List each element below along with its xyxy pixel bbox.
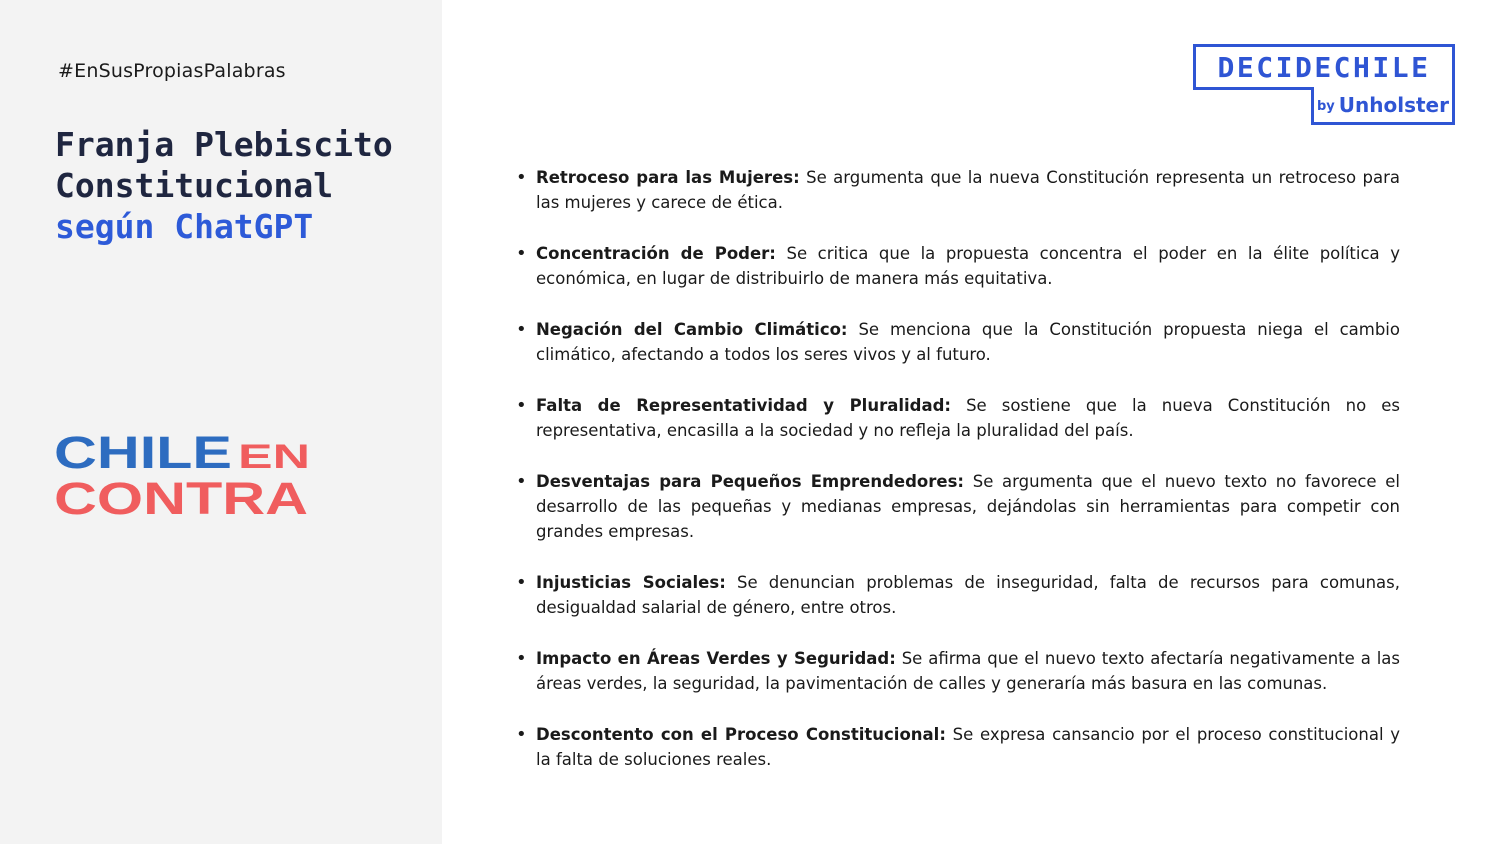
title-line-1: Franja Plebiscito	[55, 125, 393, 164]
list-item	[512, 317, 1400, 393]
bullet-icon: •	[516, 724, 527, 745]
item-term: Retroceso para las Mujeres:	[536, 168, 800, 187]
item-term: Concentración de Poder:	[536, 244, 776, 263]
item-term: Falta de Representatividad y Pluralidad:	[536, 396, 952, 415]
item-term: Negación del Cambio Climático:	[536, 320, 848, 339]
list-item	[512, 393, 1400, 469]
item-text: Se denuncian problemas de inseguridad, falta de recursos para comunas, desigualdad salarial de género, entre otros.	[536, 573, 1400, 617]
list-item	[512, 241, 1400, 317]
item-text: Se sostiene que la nueva Constitución no es representativa, encasilla a la sociedad y no refleja la pluralidad del país.	[536, 396, 1400, 440]
decidechile-logo	[1193, 44, 1455, 125]
brand-sub	[1311, 87, 1455, 125]
page-title	[55, 124, 393, 247]
item-term: Desventajas para Pequeños Emprendedores:	[536, 472, 965, 491]
argument-list	[512, 165, 1400, 798]
brand-name: Unholster	[1338, 92, 1449, 117]
list-item	[512, 722, 1400, 798]
bullet-icon: •	[516, 648, 527, 669]
item-text: Se critica que la propuesta concentra el poder en la élite política y económica, en lugar de distribuirlo de manera más equitativa.	[536, 244, 1401, 288]
hashtag: #EnSusPropiasPalabras	[58, 60, 286, 82]
item-text: Se expresa cansancio por el proceso constitucional y la falta de soluciones reales.	[536, 725, 1401, 769]
item-text: Se afirma que el nuevo texto afectaría negativamente a las áreas verdes, la seguridad, la pavimentación de calles y generaría más basura en las comunas.	[536, 649, 1400, 693]
logo-text-chile: CHILE	[54, 428, 232, 478]
bullet-icon: •	[516, 167, 527, 188]
title-line-2: Constitucional	[55, 166, 334, 205]
title-accent: según ChatGPT	[55, 207, 314, 246]
left-panel	[0, 0, 442, 844]
item-text: Se menciona que la Constitución propuesta niega el cambio climático, afectando a todos los seres vivos y al futuro.	[536, 320, 1400, 364]
bullet-icon: •	[516, 243, 527, 264]
chile-en-contra-logo	[54, 428, 314, 520]
logo-text-contra: CONTRA	[54, 473, 308, 520]
list-item	[512, 469, 1400, 570]
item-term: Injusticias Sociales:	[536, 573, 726, 592]
list-item	[512, 570, 1400, 646]
bullet-icon: •	[516, 471, 527, 492]
logo-text-en: EN	[238, 438, 310, 476]
bullet-icon: •	[516, 395, 527, 416]
list-item	[512, 646, 1400, 722]
bullet-icon: •	[516, 319, 527, 340]
brand-by: by	[1317, 99, 1335, 114]
item-term: Descontento con el Proceso Constitucional:	[536, 725, 946, 744]
brand-main: DECIDECHILE	[1193, 44, 1455, 90]
list-item	[512, 165, 1400, 241]
item-text: Se argumenta que la nueva Constitución representa un retroceso para las mujeres y carece de ética.	[536, 168, 1400, 212]
item-term: Impacto en Áreas Verdes y Seguridad:	[536, 649, 896, 668]
item-text: Se argumenta que el nuevo texto no favorece el desarrollo de las pequeñas y medianas empresas, dejándolas sin herramientas para competir con grandes empresas.	[536, 472, 1400, 541]
bullet-icon: •	[516, 572, 527, 593]
